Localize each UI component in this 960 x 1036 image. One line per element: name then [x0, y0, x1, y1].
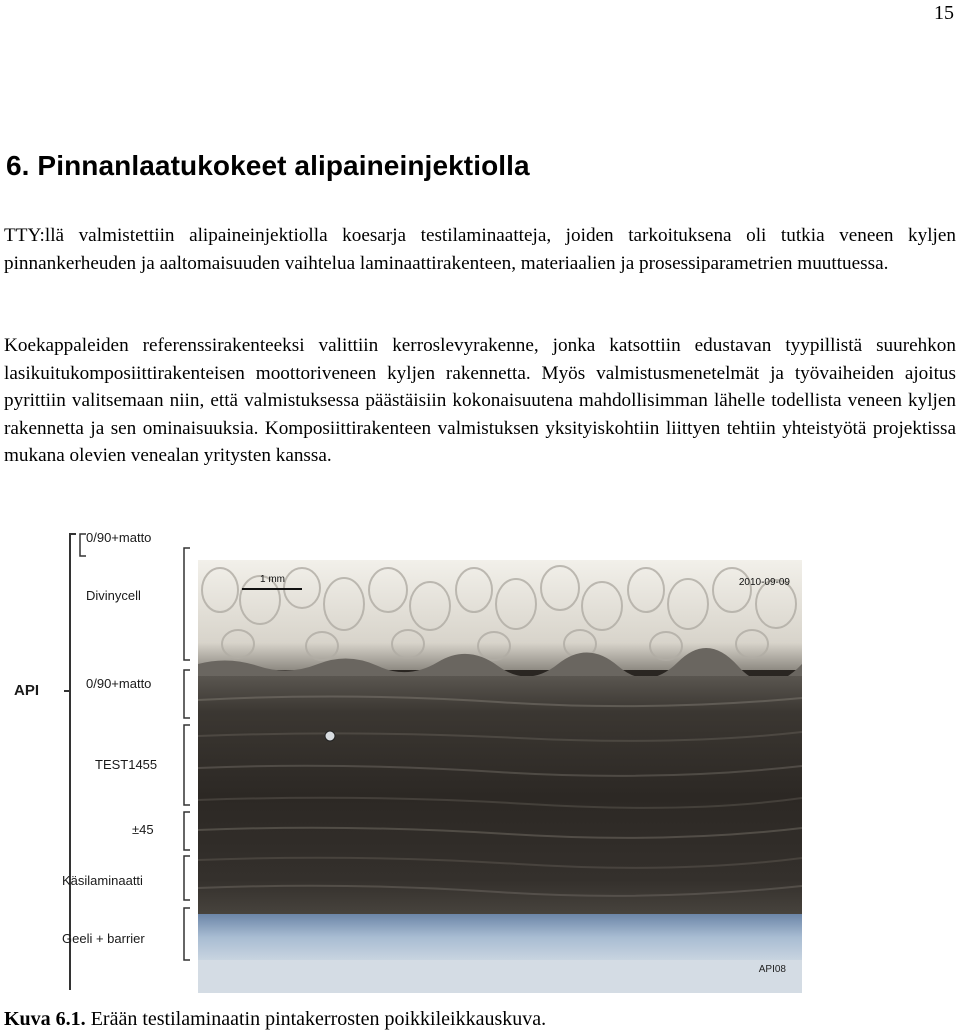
sample-code-label: API08	[758, 964, 786, 975]
layer-label-column	[0, 520, 200, 990]
micrograph-image	[198, 560, 802, 993]
layer-label-6: Geeli + barrier	[62, 931, 145, 946]
scale-bar	[242, 588, 302, 590]
page-number: 15	[934, 2, 954, 24]
layer-label-3: TEST1455	[95, 757, 158, 772]
api-label: API	[14, 682, 40, 699]
layer-label-4: ±45	[132, 822, 154, 837]
caption-text: Erään testilaminaatin pintakerrosten poikkileikkauskuva.	[85, 1008, 547, 1030]
layer-label-2: 0/90+matto	[86, 676, 152, 691]
layer-label-1: Divinycell	[86, 588, 141, 603]
laminate-layer	[198, 676, 802, 916]
gel-coat-layer	[198, 914, 802, 960]
substrate	[198, 960, 802, 993]
layer-label-0: 0/90+matto	[86, 530, 152, 545]
layer-label-5: Käsilaminaatti	[62, 873, 143, 888]
layer-bracket-5	[184, 856, 190, 900]
caption-label: Kuva 6.1.	[4, 1008, 86, 1030]
date-label: 2010-09-09	[738, 577, 790, 588]
layer-bracket-1	[184, 548, 190, 660]
section-heading: 6. Pinnanlaatukokeet alipaineinjektiolla	[6, 150, 530, 181]
reference-structure-paragraph: Koekappaleiden referenssirakenteeksi valittiin kerroslevyrakenne, jonka katsottiin edustavan tyypillistä suurehkon lasikuitukomposiittirakenteisen moottoriveneen kyljen rakennetta. Myös valmistusmenetelmät ja työvaiheiden ajoitus pyrittiin valitsemaan niin, että valmistuksessa päästäisiin kokonaisuutena mahdollisimman lähelle todellista veneen kyljen rakennetta ja sen ominaisuuksia. Komposiittirakenteen valmistuksen yksityiskohtiin liittyen tehtiin yhteistyötä projektissa mukana olevien venealan yritysten kanssa.	[4, 335, 956, 466]
intro-paragraph: TTY:llä valmistettiin alipaineinjektiolla koesarja testilaminaatteja, joiden tarkoituksena oli tutkia veneen kyljen pinnankerheuden ja aaltomaisuuden vaihtelua laminaattirakenteen, materiaalien ja prosessiparametrien muuttuessa.	[4, 225, 956, 274]
layer-bracket-3	[184, 725, 190, 805]
layer-bracket-4	[184, 812, 190, 850]
figure-caption	[4, 1008, 546, 1031]
void-bubble	[325, 731, 335, 741]
layer-bracket-2	[184, 670, 190, 718]
api-bracket	[70, 534, 76, 990]
layer-bracket-6	[184, 908, 190, 960]
scale-label: 1 mm	[260, 574, 285, 585]
cross-section-micrograph	[198, 560, 802, 993]
